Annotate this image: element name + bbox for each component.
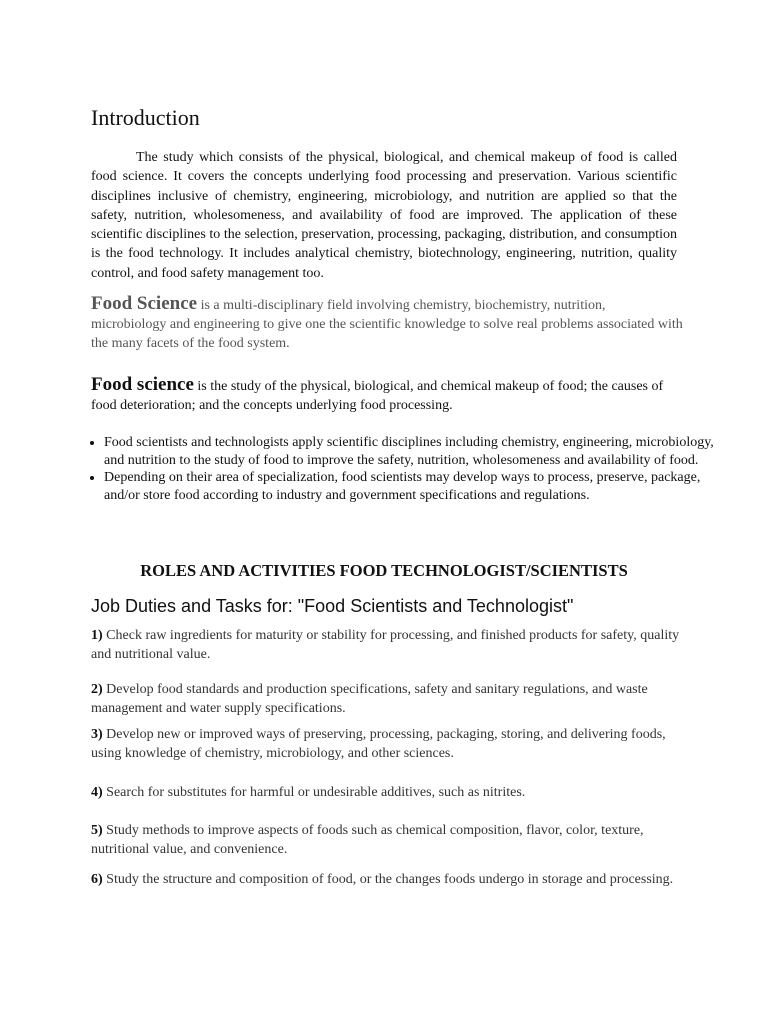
list-item: • Depending on their area of specialization, food scientists may develop ways to process, preserve, package, and/or store food according to industry and government specifications and regulations. [104, 469, 714, 504]
duty-item-3 [91, 725, 683, 763]
duty-text: Search for substitutes for harmful or undesirable additives, such as nitrites. [102, 785, 526, 800]
definition-food-science-2 [91, 375, 683, 415]
duty-text: Develop food standards and production specifications, safety and sanitary regulations, and waste management and water supply specifications. [91, 682, 648, 716]
duty-number: 2) [91, 682, 103, 697]
duty-number: 4) [91, 785, 103, 800]
definition-term: Food Science [91, 293, 198, 314]
duty-text: Develop new or improved ways of preserving, processing, packaging, storing, and delivering foods, using knowledge of chemistry, microbiology, and other sciences. [91, 727, 666, 761]
introduction-text: The study which consists of the physical, biological, and chemical makeup of food is called food science. It covers the concepts underlying food processing and preservation. Various scientific disciplines inclusive of chemistry, engineering, microbiology, and nutrition are applied so that the safety, nutrition, wholesomeness, and availability of food are improved. The application of these scientific disciplines to the selection, preservation, processing, packaging, distribution, and consumption is the food technology. It includes analytical chemistry, biotechnology, engineering, nutrition, quality control, and food safety management too. [91, 150, 677, 281]
definition-term: Food science [91, 374, 194, 395]
list-item: • Food scientists and technologists apply scientific disciplines including chemistry, engineering, microbiology, and nutrition to the study of food to improve the safety, nutrition, wholesomeness and availability of food. [104, 434, 714, 469]
duties-heading: Job Duties and Tasks for: "Food Scientists and Technologist" [91, 596, 574, 616]
duty-item-5 [91, 821, 683, 859]
duty-text: Check raw ingredients for maturity or stability for processing, and finished products for safety, quality and nutritional value. [91, 628, 680, 662]
roles-heading: ROLES AND ACTIVITIES FOOD TECHNOLOGIST/SCIENTISTS [140, 561, 628, 580]
duty-item-6 [91, 870, 683, 889]
definition-text: is a multi-disciplinary field involving chemistry, biochemistry, nutrition, microbiology and engineering to give one the scientific knowledge to solve real problems associated with the many facets of the food system. [91, 298, 683, 351]
definition-food-science-1 [91, 294, 683, 353]
duty-number: 1) [91, 628, 103, 643]
duty-text: Study the structure and composition of food, or the changes foods undergo in storage and processing. [102, 872, 674, 887]
duty-item-1 [91, 626, 683, 664]
duty-text: Study methods to improve aspects of foods such as chemical composition, flavor, color, texture, nutritional value, and convenience. [91, 823, 644, 857]
definition-text: is the study of the physical, biological, and chemical makeup of food; the causes of food deterioration; and the concepts underlying food processing. [91, 379, 664, 413]
introduction-paragraph [91, 148, 677, 283]
duty-number: 3) [91, 727, 103, 742]
duty-item-2 [91, 680, 683, 718]
duty-item-4 [91, 783, 683, 802]
introduction-heading: Introduction [91, 105, 200, 130]
bullet-list [70, 434, 714, 504]
duty-number: 6) [91, 872, 103, 887]
duty-number: 5) [91, 823, 103, 838]
